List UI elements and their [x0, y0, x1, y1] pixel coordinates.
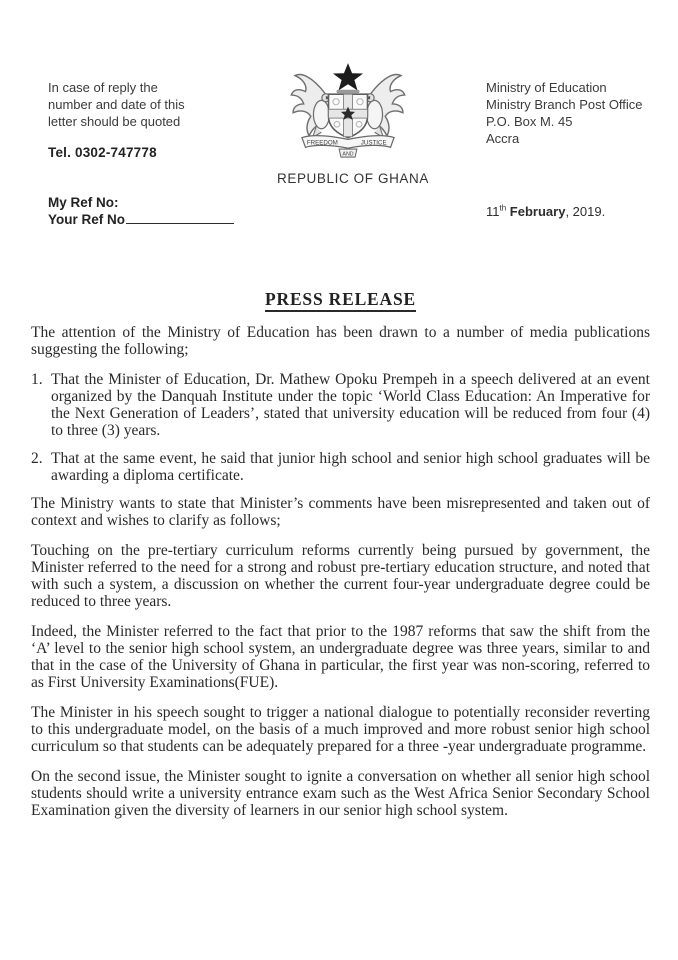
reply-note-line: number and date of this	[48, 97, 185, 112]
intro-paragraph: The attention of the Ministry of Education has been drawn to a number of media publications suggesting the following;	[31, 324, 650, 358]
letter-date	[486, 204, 605, 219]
body-paragraph: The Ministry wants to state that Minister’s comments have been misrepresented and taken out of context and wishes to clarify as follows;	[31, 495, 650, 529]
address-line: Accra	[486, 131, 520, 146]
reference-block	[48, 194, 234, 228]
address-line: Ministry of Education	[486, 80, 607, 95]
shield-icon	[329, 94, 368, 137]
reply-note-line: letter should be quoted	[48, 114, 181, 129]
reply-note	[48, 79, 185, 161]
date-year: , 2019.	[565, 204, 606, 219]
body-paragraph: The Minister in his speech sought to trigger a national dialogue to potentially reconsider reverting to this undergraduate model, on the basis of a much improved and more robust senior high school curriculum so that students can be adequately prepared for a three -year undergraduate programme.	[31, 704, 650, 755]
your-ref-label: Your Ref No	[48, 212, 125, 227]
ministry-address	[486, 79, 643, 147]
eagle-right-icon	[365, 75, 405, 138]
republic-of-ghana-label: REPUBLIC OF GHANA	[277, 171, 429, 186]
numbered-item-1	[31, 371, 650, 439]
item-text: That the Minister of Education, Dr. Mathew Opoku Prempeh in a speech delivered at an event organized by the Danquah Institute under the topic ‘World Class Education: An Imperative for the Next Generation of Leaders’, stated that university education will be reduced from four (4) to three (3) years.	[51, 371, 650, 439]
date-day-suffix: th	[499, 203, 507, 213]
item-text: That at the same event, he said that junior high school and senior high school graduates will be awarding a diploma certificate.	[51, 450, 650, 484]
ghana-coat-of-arms-icon	[286, 56, 410, 166]
page-title: PRESS RELEASE	[31, 291, 650, 308]
item-number: 1.	[31, 371, 43, 388]
item-number: 2.	[31, 450, 43, 467]
body-paragraph: Touching on the pre-tertiary curriculum reforms currently being pursued by government, the Minister referred to the need for a strong and robust pre-tertiary education structure, and noted that with such a system, a discussion on whether the current four-year undergraduate degree could be reduced to three years.	[31, 542, 650, 610]
black-star-icon	[333, 63, 363, 93]
telephone-number: Tel. 0302-747778	[48, 145, 157, 160]
address-line: P.O. Box M. 45	[486, 114, 573, 129]
letter-body	[31, 291, 650, 832]
eagle-left-icon	[291, 75, 331, 138]
date-month: February	[509, 204, 566, 219]
motto-freedom-label: FREEDOM	[306, 139, 338, 147]
reply-note-line: In case of reply the	[48, 80, 158, 95]
body-paragraph: On the second issue, the Minister sought to ignite a conversation on whether all senior high school students should write a university entrance exam such as the West Africa Senior Secondary School Examination given the diversity of learners in our senior high school system.	[31, 768, 650, 819]
motto-justice-label: JUSTICE	[360, 139, 387, 147]
address-line: Ministry Branch Post Office	[486, 97, 643, 112]
body-paragraph: Indeed, the Minister referred to the fact that prior to the 1987 reforms that saw the shift from the ‘A’ level to the senior high school system, an undergraduate degree was three years, similar to and that in the case of the University of Ghana in particular, the first year was non-scoring, referred to as First University Examinations(FUE).	[31, 623, 650, 691]
numbered-item-2	[31, 450, 650, 484]
crest-block	[277, 56, 429, 186]
my-ref-label: My Ref No:	[48, 195, 119, 210]
date-day: 11	[486, 204, 500, 219]
motto-ribbon	[302, 136, 394, 158]
your-ref-blank-line	[126, 212, 234, 224]
motto-and-label: AND	[342, 151, 354, 158]
